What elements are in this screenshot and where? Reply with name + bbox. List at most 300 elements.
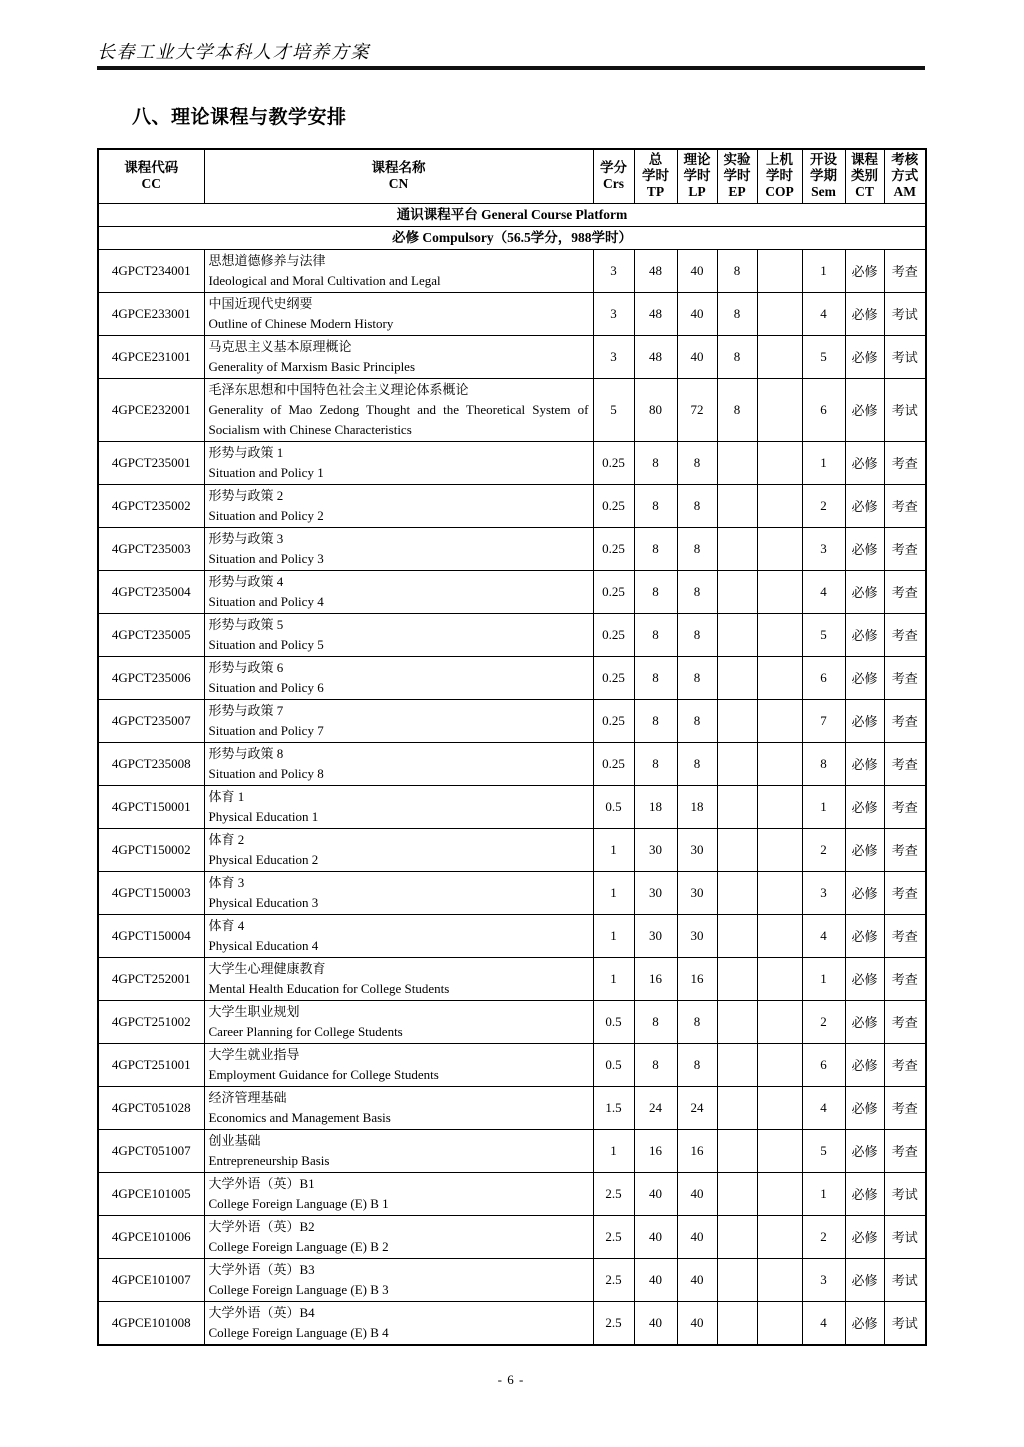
course-name-cell <box>204 1086 593 1129</box>
total-hours-cell: 8 <box>634 570 677 613</box>
table-header-row <box>98 149 926 203</box>
total-hours-cell: 8 <box>634 699 677 742</box>
page-content <box>97 0 925 1346</box>
lecture-hours-cell: 30 <box>677 914 717 957</box>
course-type-cell: 必修 <box>845 335 884 378</box>
col-header-en: AM <box>893 184 916 200</box>
course-name-cell <box>204 1172 593 1215</box>
course-name-zh: 形势与政策 2 <box>208 487 284 503</box>
computer-hours-cell <box>757 292 802 335</box>
col-header-zh: 课程代码 <box>124 160 179 176</box>
course-name-zh: 体育 4 <box>208 917 245 933</box>
course-code-cell: 4GPCT235001 <box>98 441 204 484</box>
course-row <box>98 1258 926 1301</box>
course-name-en: Physical Education 1 <box>208 808 319 824</box>
semester-cell: 5 <box>802 335 845 378</box>
course-name-zh: 中国近现代史纲要 <box>208 295 313 311</box>
col-header-en: CT <box>855 184 874 200</box>
lecture-hours-cell: 40 <box>677 292 717 335</box>
lecture-hours-cell: 8 <box>677 441 717 484</box>
assessment-mode-cell: 考查 <box>884 742 926 785</box>
semester-cell: 4 <box>802 914 845 957</box>
assessment-mode-cell: 考查 <box>884 1086 926 1129</box>
semester-cell: 1 <box>802 441 845 484</box>
experiment-hours-cell <box>717 1301 757 1345</box>
course-name-zh: 形势与政策 4 <box>208 573 284 589</box>
experiment-hours-cell: 8 <box>717 378 757 441</box>
computer-hours-cell <box>757 1172 802 1215</box>
course-name-cell <box>204 914 593 957</box>
course-type-cell: 必修 <box>845 570 884 613</box>
course-type-cell: 必修 <box>845 484 884 527</box>
assessment-mode-cell: 考试 <box>884 1258 926 1301</box>
credits-cell: 3 <box>593 292 634 335</box>
course-name-zh: 大学外语（英）B1 <box>208 1175 315 1191</box>
course-type-cell: 必修 <box>845 1301 884 1345</box>
assessment-mode-cell: 考查 <box>884 570 926 613</box>
course-name-zh: 体育 2 <box>208 831 245 847</box>
course-type-cell: 必修 <box>845 249 884 292</box>
experiment-hours-cell <box>717 613 757 656</box>
semester-cell: 6 <box>802 378 845 441</box>
course-name-cell <box>204 1000 593 1043</box>
compulsory-group-row <box>98 226 926 249</box>
course-row <box>98 742 926 785</box>
assessment-mode-cell: 考试 <box>884 292 926 335</box>
credits-cell: 3 <box>593 249 634 292</box>
computer-hours-cell <box>757 249 802 292</box>
course-type-cell: 必修 <box>845 441 884 484</box>
col-header-zh: 学时 <box>766 168 793 184</box>
semester-cell: 4 <box>802 1086 845 1129</box>
col-header-zh: 总 <box>648 152 663 168</box>
course-name-zh: 大学生就业指导 <box>208 1046 300 1062</box>
course-name-en: College Foreign Language (E) B 3 <box>208 1281 389 1297</box>
credits-cell: 1.5 <box>593 1086 634 1129</box>
course-row <box>98 1215 926 1258</box>
total-hours-cell: 8 <box>634 527 677 570</box>
course-type-cell: 必修 <box>845 613 884 656</box>
course-name-cell <box>204 613 593 656</box>
course-row <box>98 1000 926 1043</box>
course-name-en: Situation and Policy 7 <box>208 722 324 738</box>
course-name-en: Situation and Policy 4 <box>208 593 324 609</box>
course-name-zh: 创业基础 <box>208 1132 261 1148</box>
col-header-lecture-hours <box>677 149 717 203</box>
semester-cell: 5 <box>802 613 845 656</box>
computer-hours-cell <box>757 441 802 484</box>
course-name-cell <box>204 441 593 484</box>
credits-cell: 0.5 <box>593 785 634 828</box>
semester-cell: 2 <box>802 1000 845 1043</box>
course-type-cell: 必修 <box>845 957 884 1000</box>
course-row <box>98 1043 926 1086</box>
computer-hours-cell <box>757 1215 802 1258</box>
assessment-mode-cell: 考查 <box>884 957 926 1000</box>
course-code-cell: 4GPCT235005 <box>98 613 204 656</box>
computer-hours-cell <box>757 570 802 613</box>
course-type-cell: 必修 <box>845 914 884 957</box>
total-hours-cell: 8 <box>634 656 677 699</box>
experiment-hours-cell <box>717 656 757 699</box>
course-name-en: College Foreign Language (E) B 2 <box>208 1238 389 1254</box>
course-name-zh: 形势与政策 5 <box>208 616 284 632</box>
course-name-cell <box>204 484 593 527</box>
col-header-en: CN <box>388 176 409 192</box>
lecture-hours-cell: 30 <box>677 871 717 914</box>
credits-cell: 0.25 <box>593 527 634 570</box>
course-code-cell: 4GPCT234001 <box>98 249 204 292</box>
total-hours-cell: 48 <box>634 335 677 378</box>
experiment-hours-cell <box>717 1215 757 1258</box>
col-header-zh: 类别 <box>851 168 878 184</box>
lecture-hours-cell: 8 <box>677 613 717 656</box>
course-name-en: Outline of Chinese Modern History <box>208 315 394 331</box>
lecture-hours-cell: 40 <box>677 1258 717 1301</box>
course-row <box>98 699 926 742</box>
course-code-cell: 4GPCT235002 <box>98 484 204 527</box>
semester-cell: 4 <box>802 292 845 335</box>
assessment-mode-cell: 考查 <box>884 527 926 570</box>
col-header-en: Sem <box>811 184 836 200</box>
assessment-mode-cell: 考查 <box>884 441 926 484</box>
col-header-zh: 开设 <box>810 152 837 168</box>
course-code-cell: 4GPCE233001 <box>98 292 204 335</box>
course-row <box>98 1129 926 1172</box>
assessment-mode-cell: 考试 <box>884 335 926 378</box>
experiment-hours-cell <box>717 1043 757 1086</box>
total-hours-cell: 48 <box>634 292 677 335</box>
col-header-en: CC <box>141 176 161 192</box>
col-header-experiment-hours <box>717 149 757 203</box>
total-hours-cell: 16 <box>634 1129 677 1172</box>
col-header-computer-hours <box>757 149 802 203</box>
assessment-mode-cell: 考查 <box>884 785 926 828</box>
computer-hours-cell <box>757 1301 802 1345</box>
course-name-en: Economics and Management Basis <box>208 1109 391 1125</box>
header-double-rule <box>97 66 925 70</box>
col-header-zh: 考核 <box>891 152 919 168</box>
semester-cell: 1 <box>802 1172 845 1215</box>
computer-hours-cell <box>757 957 802 1000</box>
course-code-cell: 4GPCT150002 <box>98 828 204 871</box>
course-code-cell: 4GPCE231001 <box>98 335 204 378</box>
course-code-cell: 4GPCE101006 <box>98 1215 204 1258</box>
course-name-en: Situation and Policy 6 <box>208 679 324 695</box>
course-row <box>98 613 926 656</box>
total-hours-cell: 30 <box>634 914 677 957</box>
course-name-cell <box>204 1301 593 1345</box>
total-hours-cell: 8 <box>634 484 677 527</box>
course-code-cell: 4GPCT235008 <box>98 742 204 785</box>
col-header-course-type <box>845 149 884 203</box>
total-hours-cell: 80 <box>634 378 677 441</box>
course-name-cell <box>204 1215 593 1258</box>
col-header-zh: 课程 <box>851 152 878 168</box>
assessment-mode-cell: 考查 <box>884 613 926 656</box>
credits-cell: 2.5 <box>593 1258 634 1301</box>
course-row <box>98 1301 926 1345</box>
course-name-zh: 大学外语（英）B4 <box>208 1304 315 1320</box>
computer-hours-cell <box>757 656 802 699</box>
course-name-en: Ideological and Moral Cultivation and Legal <box>208 272 441 288</box>
course-type-cell: 必修 <box>845 785 884 828</box>
experiment-hours-cell <box>717 1258 757 1301</box>
course-type-cell: 必修 <box>845 828 884 871</box>
course-name-zh: 形势与政策 7 <box>208 702 284 718</box>
assessment-mode-cell: 考试 <box>884 378 926 441</box>
course-table-body <box>98 203 926 1345</box>
compulsory-group-label: 必修 Compulsory（56.5学分，988学时） <box>98 226 926 249</box>
course-type-cell: 必修 <box>845 378 884 441</box>
col-header-zh: 学时 <box>683 168 711 184</box>
computer-hours-cell <box>757 742 802 785</box>
total-hours-cell: 24 <box>634 1086 677 1129</box>
course-name-en: Physical Education 4 <box>208 937 319 953</box>
credits-cell: 1 <box>593 1129 634 1172</box>
semester-cell: 3 <box>802 1258 845 1301</box>
course-name-zh: 大学外语（英）B3 <box>208 1261 315 1277</box>
lecture-hours-cell: 40 <box>677 1301 717 1345</box>
semester-cell: 1 <box>802 957 845 1000</box>
credits-cell: 2.5 <box>593 1301 634 1345</box>
course-row <box>98 1086 926 1129</box>
course-name-cell <box>204 1258 593 1301</box>
computer-hours-cell <box>757 378 802 441</box>
course-type-cell: 必修 <box>845 742 884 785</box>
platform-section-label: 通识课程平台 General Course Platform <box>98 203 926 226</box>
experiment-hours-cell <box>717 1172 757 1215</box>
credits-cell: 1 <box>593 914 634 957</box>
col-header-zh: 学分 <box>600 160 627 176</box>
total-hours-cell: 40 <box>634 1301 677 1345</box>
lecture-hours-cell: 16 <box>677 1129 717 1172</box>
course-row <box>98 378 926 441</box>
course-row <box>98 1172 926 1215</box>
course-name-en: Situation and Policy 2 <box>208 507 324 523</box>
course-name-en: Mental Health Education for College Students <box>208 980 450 996</box>
experiment-hours-cell: 8 <box>717 249 757 292</box>
credits-cell: 0.5 <box>593 1000 634 1043</box>
col-header-zh: 学时 <box>642 168 669 184</box>
course-code-cell: 4GPCT150003 <box>98 871 204 914</box>
course-type-cell: 必修 <box>845 656 884 699</box>
course-name-en: College Foreign Language (E) B 1 <box>208 1195 389 1211</box>
course-name-zh: 马克思主义基本原理概论 <box>208 338 352 354</box>
course-code-cell: 4GPCT251002 <box>98 1000 204 1043</box>
course-name-cell <box>204 378 593 441</box>
course-type-cell: 必修 <box>845 871 884 914</box>
course-name-zh: 形势与政策 8 <box>208 745 284 761</box>
col-header-zh: 学期 <box>810 168 837 184</box>
computer-hours-cell <box>757 613 802 656</box>
computer-hours-cell <box>757 484 802 527</box>
course-code-cell: 4GPCE232001 <box>98 378 204 441</box>
course-code-cell: 4GPCT251001 <box>98 1043 204 1086</box>
course-name-cell <box>204 1043 593 1086</box>
course-type-cell: 必修 <box>845 699 884 742</box>
credits-cell: 2.5 <box>593 1172 634 1215</box>
course-code-cell: 4GPCE101007 <box>98 1258 204 1301</box>
col-header-en: Crs <box>603 176 624 192</box>
col-header-credits <box>593 149 634 203</box>
course-name-en: Situation and Policy 3 <box>208 550 324 566</box>
col-header-zh: 方式 <box>891 168 919 184</box>
col-header-en: LP <box>688 184 706 200</box>
experiment-hours-cell <box>717 1129 757 1172</box>
course-row <box>98 957 926 1000</box>
section-title: 八、理论课程与教学安排 <box>132 107 347 128</box>
course-name-cell <box>204 335 593 378</box>
assessment-mode-cell: 考试 <box>884 1215 926 1258</box>
course-code-cell: 4GPCT252001 <box>98 957 204 1000</box>
total-hours-cell: 8 <box>634 1043 677 1086</box>
course-name-zh: 体育 1 <box>208 788 245 804</box>
course-name-zh: 形势与政策 1 <box>208 444 284 460</box>
course-code-cell: 4GPCT235006 <box>98 656 204 699</box>
course-name-en: Career Planning for College Students <box>208 1023 403 1039</box>
total-hours-cell: 40 <box>634 1258 677 1301</box>
course-name-zh: 思想道德修养与法律 <box>208 252 326 268</box>
course-name-en: College Foreign Language (E) B 4 <box>208 1324 389 1340</box>
total-hours-cell: 48 <box>634 249 677 292</box>
credits-cell: 3 <box>593 335 634 378</box>
experiment-hours-cell <box>717 527 757 570</box>
computer-hours-cell <box>757 335 802 378</box>
course-name-cell <box>204 742 593 785</box>
course-name-cell <box>204 656 593 699</box>
credits-cell: 0.25 <box>593 656 634 699</box>
course-name-en: Physical Education 3 <box>208 894 319 910</box>
course-row <box>98 484 926 527</box>
course-table <box>97 148 927 1346</box>
course-row <box>98 335 926 378</box>
assessment-mode-cell: 考查 <box>884 249 926 292</box>
semester-cell: 4 <box>802 1301 845 1345</box>
total-hours-cell: 18 <box>634 785 677 828</box>
lecture-hours-cell: 24 <box>677 1086 717 1129</box>
document-header-title: 长春工业大学本科人才培养方案 <box>97 42 370 62</box>
course-name-cell <box>204 871 593 914</box>
total-hours-cell: 8 <box>634 1000 677 1043</box>
course-type-cell: 必修 <box>845 1086 884 1129</box>
semester-cell: 2 <box>802 1215 845 1258</box>
course-type-cell: 必修 <box>845 1000 884 1043</box>
assessment-mode-cell: 考查 <box>884 1043 926 1086</box>
course-name-zh: 大学生心理健康教育 <box>208 960 326 976</box>
semester-cell: 8 <box>802 742 845 785</box>
col-header-semester <box>802 149 845 203</box>
course-name-zh: 大学外语（英）B2 <box>208 1218 315 1234</box>
lecture-hours-cell: 8 <box>677 699 717 742</box>
credits-cell: 0.25 <box>593 570 634 613</box>
computer-hours-cell <box>757 1043 802 1086</box>
total-hours-cell: 8 <box>634 613 677 656</box>
col-header-total-hours <box>634 149 677 203</box>
course-code-cell: 4GPCT150004 <box>98 914 204 957</box>
semester-cell: 4 <box>802 570 845 613</box>
assessment-mode-cell: 考查 <box>884 484 926 527</box>
course-row <box>98 828 926 871</box>
course-type-cell: 必修 <box>845 1129 884 1172</box>
col-header-zh: 学时 <box>723 168 751 184</box>
credits-cell: 2.5 <box>593 1215 634 1258</box>
credits-cell: 0.25 <box>593 484 634 527</box>
course-name-en: Generality of Marxism Basic Principles <box>208 358 416 374</box>
course-type-cell: 必修 <box>845 1258 884 1301</box>
course-code-cell: 4GPCT051028 <box>98 1086 204 1129</box>
credits-cell: 1 <box>593 828 634 871</box>
course-name-cell <box>204 828 593 871</box>
total-hours-cell: 30 <box>634 871 677 914</box>
experiment-hours-cell <box>717 1086 757 1129</box>
course-row <box>98 785 926 828</box>
semester-cell: 1 <box>802 249 845 292</box>
assessment-mode-cell: 考查 <box>884 914 926 957</box>
assessment-mode-cell: 考试 <box>884 1301 926 1345</box>
assessment-mode-cell: 考试 <box>884 1172 926 1215</box>
experiment-hours-cell: 8 <box>717 335 757 378</box>
assessment-mode-cell: 考查 <box>884 871 926 914</box>
lecture-hours-cell: 8 <box>677 484 717 527</box>
total-hours-cell: 8 <box>634 441 677 484</box>
lecture-hours-cell: 8 <box>677 1000 717 1043</box>
experiment-hours-cell <box>717 441 757 484</box>
col-header-course-code <box>98 149 204 203</box>
course-type-cell: 必修 <box>845 292 884 335</box>
lecture-hours-cell: 30 <box>677 828 717 871</box>
credits-cell: 5 <box>593 378 634 441</box>
credits-cell: 0.25 <box>593 613 634 656</box>
col-header-zh: 上机 <box>766 152 793 168</box>
experiment-hours-cell <box>717 785 757 828</box>
experiment-hours-cell <box>717 484 757 527</box>
course-name-cell <box>204 957 593 1000</box>
course-name-cell <box>204 570 593 613</box>
total-hours-cell: 30 <box>634 828 677 871</box>
col-header-zh: 理论 <box>683 152 711 168</box>
assessment-mode-cell: 考查 <box>884 699 926 742</box>
course-name-en: Situation and Policy 8 <box>208 765 324 781</box>
course-name-en: Entrepreneurship Basis <box>208 1152 330 1168</box>
experiment-hours-cell <box>717 871 757 914</box>
semester-cell: 7 <box>802 699 845 742</box>
computer-hours-cell <box>757 1129 802 1172</box>
lecture-hours-cell: 18 <box>677 785 717 828</box>
lecture-hours-cell: 8 <box>677 656 717 699</box>
assessment-mode-cell: 考查 <box>884 656 926 699</box>
course-name-cell <box>204 785 593 828</box>
course-row <box>98 914 926 957</box>
computer-hours-cell <box>757 785 802 828</box>
course-name-zh: 形势与政策 3 <box>208 530 284 546</box>
experiment-hours-cell <box>717 742 757 785</box>
course-type-cell: 必修 <box>845 1043 884 1086</box>
experiment-hours-cell <box>717 957 757 1000</box>
course-name-zh: 大学生职业规划 <box>208 1003 300 1019</box>
lecture-hours-cell: 40 <box>677 1215 717 1258</box>
assessment-mode-cell: 考查 <box>884 1129 926 1172</box>
course-name-zh: 毛泽东思想和中国特色社会主义理论体系概论 <box>208 381 469 397</box>
experiment-hours-cell <box>717 1000 757 1043</box>
course-type-cell: 必修 <box>845 1215 884 1258</box>
lecture-hours-cell: 40 <box>677 1172 717 1215</box>
course-code-cell: 4GPCT235007 <box>98 699 204 742</box>
lecture-hours-cell: 8 <box>677 527 717 570</box>
computer-hours-cell <box>757 1258 802 1301</box>
course-name-cell <box>204 249 593 292</box>
course-name-zh: 形势与政策 6 <box>208 659 284 675</box>
